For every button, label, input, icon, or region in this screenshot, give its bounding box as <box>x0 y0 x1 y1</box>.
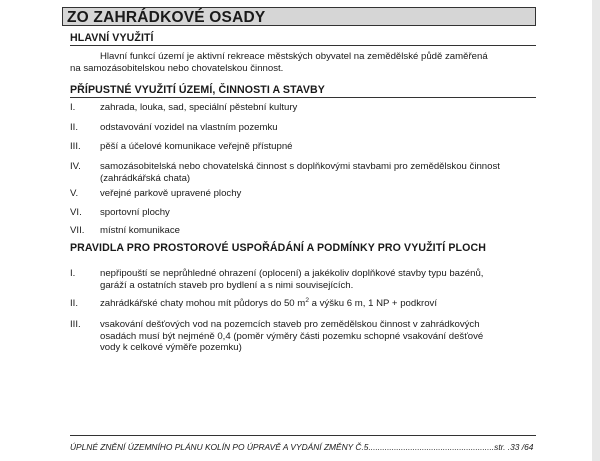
main-use-line-2: na samozásobitelskou nebo chovatelskou činnost. <box>70 62 284 74</box>
superscript-2: 2 <box>305 296 309 304</box>
item-number: III. <box>70 319 81 330</box>
footer-page-number: str. .33 /64 <box>494 442 534 452</box>
permitted-heading: PŘÍPUSTNÉ VYUŽITÍ ÚZEMÍ, ČINNOSTI A STAVBY <box>70 84 536 98</box>
item-number: V. <box>70 188 79 199</box>
item-text-part-a: zahrádkářské chaty mohou mít půdorys do 50 m <box>100 298 306 309</box>
item-text-line-2: osadách musí být nejméně 0,4 (poměr výměry části pozemku schopné vsakování dešťové <box>100 330 484 342</box>
item-text: zahrada, louka, sad, speciální pěstební kultury <box>100 102 298 113</box>
main-use-line-1: Hlavní funkcí území je aktivní rekreace městských obyvatel na zemědělské půdě zaměřená <box>100 51 488 62</box>
main-use-text <box>70 51 536 74</box>
section-title: ZO ZAHRÁDKOVÉ OSADY <box>62 7 536 26</box>
footer-divider <box>70 435 536 436</box>
main-use-heading: HLAVNÍ VYUŽITÍ <box>70 32 536 46</box>
item-number: II. <box>70 122 78 133</box>
scan-edge <box>592 0 600 461</box>
item-text-part-b: a výšku 6 m, 1 NP + podkroví <box>308 298 438 309</box>
item-number: VII. <box>70 225 85 236</box>
item-number: II. <box>70 298 78 309</box>
footer-document-title: ÚPLNÉ ZNĚNÍ ÚZEMNÍHO PLÁNU KOLÍN PO ÚPRAVĚ A VYDÁNÍ ZMĚNY Č.5 <box>70 442 369 452</box>
rules-heading: PRAVIDLA PRO PROSTOROVÉ USPOŘÁDÁNÍ A PODMÍNKY PRO VYUŽITÍ PLOCH <box>70 242 486 254</box>
item-number: VI. <box>70 207 82 218</box>
item-number: III. <box>70 141 81 152</box>
item-text <box>100 319 536 354</box>
item-number: I. <box>70 268 76 279</box>
item-text: veřejné parkově upravené plochy <box>100 188 242 199</box>
item-text-line-1: nepřipouští se neprůhledné ohrazení (oplocení) a jakékoliv doplňkové stavby typu bazénů, <box>100 268 484 279</box>
item-text-line-1: vsakování dešťových vod na pozemcích staveb pro zemědělskou činnost v zahrádkových <box>100 319 480 330</box>
page-footer <box>70 442 536 452</box>
item-text: sportovní plochy <box>100 207 170 218</box>
item-number: I. <box>70 102 76 113</box>
footer-leader-dots: ...................................................... <box>368 442 495 452</box>
item-text: místní komunikace <box>100 225 180 236</box>
item-text: odstavování vozidel na vlastním pozemku <box>100 122 278 133</box>
item-text-line-3: vody k celkové výměře pozemku) <box>100 342 242 353</box>
item-text: pěší a účelové komunikace veřejně přístupné <box>100 141 293 152</box>
item-text-line-2: (zahrádkářská chata) <box>100 172 191 184</box>
item-text-line-1: samozásobitelská nebo chovatelská činnost s doplňkovými stavbami pro zemědělskou činnost <box>100 161 500 172</box>
item-text <box>100 298 536 310</box>
item-text <box>100 268 536 291</box>
item-number: IV. <box>70 161 81 172</box>
item-text <box>100 161 536 184</box>
item-text-line-2: garáží a ostatních staveb pro bydlení a s nimi souvisejících. <box>100 279 354 291</box>
